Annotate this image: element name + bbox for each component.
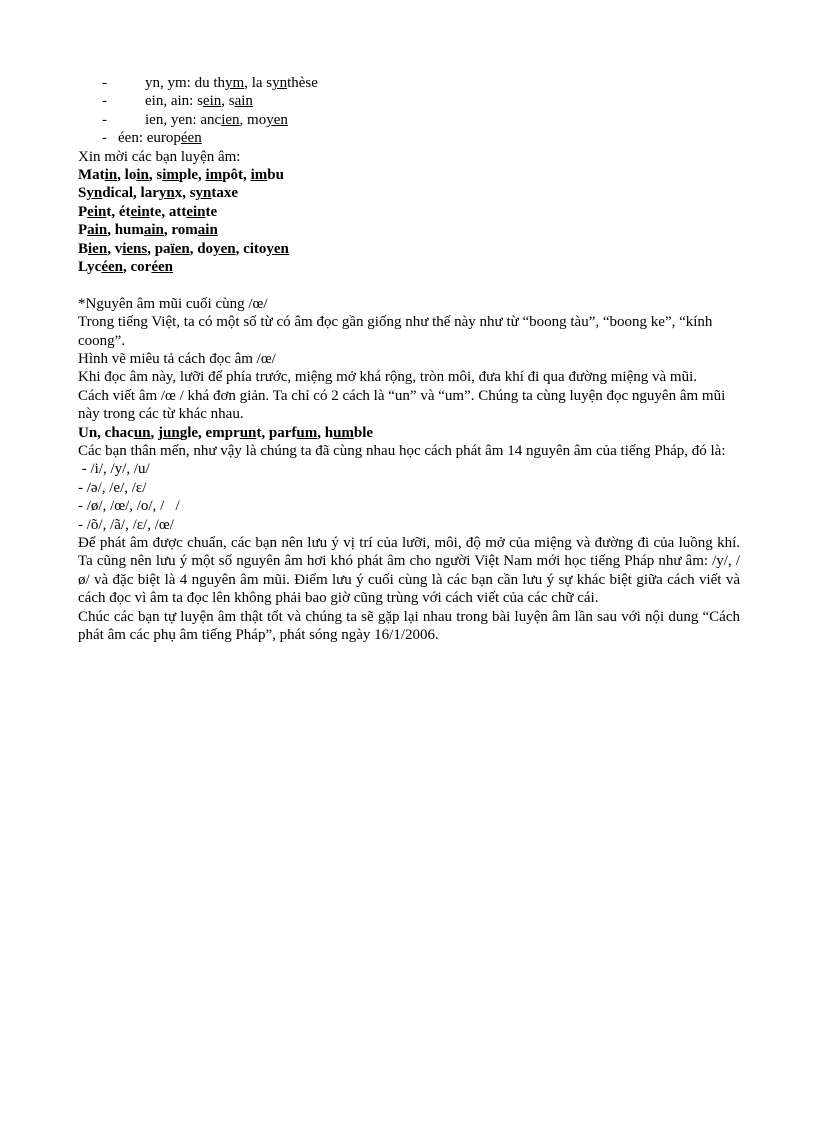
text-segment: te (205, 203, 218, 220)
paragraph: Cách viết âm /œ / khá đơn giản. Ta chỉ có 2 cách là “un” và “um”. Chúng ta cùng luyện đọc nguyên âm mũi này trong các từ khác nhau. (78, 387, 726, 423)
underlined-segment: yen (213, 240, 236, 257)
underlined-segment: yen (266, 240, 289, 257)
text-segment: P (78, 203, 88, 220)
text-segment: ein, ain: s (145, 93, 203, 110)
practice-line (78, 184, 740, 202)
vowel-line: - /i/, /y/, /u/ (78, 461, 150, 478)
practice-line (78, 258, 740, 276)
document-page (78, 74, 740, 645)
text-segment: P (78, 222, 88, 239)
underlined-segment: ein (130, 203, 150, 220)
text-segment: , v (107, 240, 123, 257)
text-segment: , s (221, 93, 235, 110)
paragraph: Chúc các bạn tự luyện âm thật tốt và chúng ta sẽ gặp lại nhau trong bài luyện âm lần sau với nội dung “Cách phát âm các phụ âm tiếng Pháp”, phát sóng ngày 16/1/2006. (78, 608, 740, 644)
list-item (78, 92, 740, 110)
text-segment: , pa (147, 240, 171, 257)
text-segment: ien, yen: anc (145, 111, 222, 128)
underlined-segment: ien (221, 111, 240, 128)
paragraph: Hình vẽ miêu tả cách đọc âm /œ/ (78, 351, 276, 368)
underlined-segment: un (163, 424, 180, 441)
paragraph: Khi đọc âm này, lưỡi để phía trước, miệng mở khá rộng, tròn môi, đưa khí đi qua đường miệng và mũi. (78, 369, 697, 386)
text-segment: ble (353, 424, 374, 441)
underlined-segment: ein (186, 203, 206, 220)
text-segment: x, s (174, 185, 196, 202)
vowel-line: - /ø/, /œ/, /o/, / / (78, 498, 180, 515)
text-segment: te, att (149, 203, 187, 220)
underlined-segment: yn (86, 185, 103, 202)
list-item-text (118, 129, 202, 147)
list-item-text (145, 92, 253, 110)
text-segment: taxe (211, 185, 239, 202)
underlined-segment: yn (272, 75, 288, 91)
underlined-segment: ym (225, 75, 245, 91)
paragraph: Các bạn thân mến, như vậy là chúng ta đã cùng nhau học cách phát âm 14 nguyên âm của tiếng Pháp, đó là: (78, 443, 726, 460)
underlined-segment: yn (158, 185, 175, 202)
underlined-segment: ain (234, 93, 253, 110)
underlined-segment: iens (122, 240, 148, 257)
text-segment: t, ét (106, 203, 131, 220)
text-segment: , lo (117, 166, 137, 183)
underlined-segment: im (250, 166, 268, 183)
list-item-text (145, 74, 318, 92)
text-segment: gle, empr (179, 424, 240, 441)
invite-text: Xin mời các bạn luyện âm: (78, 148, 241, 165)
underlined-segment: ain (143, 222, 164, 239)
vowel-line: - /õ/, /ã/, /ɛ/, /œ/ (78, 516, 174, 533)
vowel-line: - /ə/, /e/, /ɛ/ (78, 479, 147, 496)
underlined-segment: un (239, 424, 257, 441)
practice-line (78, 203, 740, 221)
text-segment: , do (189, 240, 214, 257)
text-segment: Mat (78, 166, 105, 183)
underlined-segment: um (333, 424, 354, 441)
paragraph: Trong tiếng Việt, ta có một số từ có âm đọc gần giống như thế này như từ “boong tàu”, “boong ke”, “kính coong”. (78, 314, 713, 349)
practice-line (78, 424, 740, 442)
paragraph: Để phát âm được chuẩn, các bạn nên lưu ý vị trí của lưỡi, môi, độ mở của miệng và đường đi của luồng khí. Ta cũng nên lưu ý một số nguyên âm hơi khó phát âm cho người Việt Nam mới học tiếng Pháp như âm: /y/, /ø/ và đặc biệt là 4 nguyên âm mũi. Điểm lưu ý cuối cùng là các bạn cần lưu ý sự khác biệt giữa cách viết và cách đọc vì âm ta đọc lên không phải bao giờ cũng trùng với cách viết của các chữ cái. (78, 535, 740, 607)
text-segment: , rom (163, 222, 198, 239)
underlined-segment: um (296, 424, 318, 441)
text-segment: , la s (244, 75, 273, 91)
underlined-segment: ïen (170, 240, 190, 257)
text-segment: , hum (107, 222, 144, 239)
underlined-segment: ain (87, 222, 108, 239)
section-heading: *Nguyên âm mũi cuối cùng /œ/ (78, 295, 268, 312)
list-item (78, 74, 740, 92)
underlined-segment: im (162, 166, 179, 183)
underlined-segment: yn (195, 185, 212, 202)
text-segment: yn, ym: du th (145, 75, 226, 91)
underlined-segment: im (205, 166, 223, 183)
text-segment: , s (148, 166, 163, 183)
underlined-segment: in (104, 166, 118, 183)
text-segment: ple, (178, 166, 206, 183)
list-item (78, 129, 740, 147)
text-segment: thèse (287, 75, 318, 91)
text-segment: pôt, (222, 166, 251, 183)
underlined-segment: éen (101, 259, 124, 275)
list-dash: - (102, 111, 107, 128)
underlined-segment: yen (266, 111, 288, 128)
text-segment: , mo (239, 111, 267, 128)
text-segment: éen: europ (118, 130, 181, 147)
practice-line (78, 221, 740, 239)
list-dash: - (102, 130, 107, 147)
text-segment: Un, chac (78, 424, 134, 441)
text-segment: , cor (123, 259, 152, 275)
text-segment: , j (150, 424, 164, 441)
underlined-segment: ein (87, 203, 107, 220)
text-segment: Lyc (78, 259, 102, 275)
blank-line (78, 276, 740, 294)
underlined-segment: ain (197, 222, 218, 239)
underlined-segment: éen (151, 259, 174, 275)
list-dash: - (102, 93, 107, 110)
underlined-segment: ien (88, 240, 108, 257)
text-segment: , cito (235, 240, 267, 257)
list-item (78, 111, 740, 129)
list-dash: - (102, 75, 107, 91)
practice-line (78, 240, 740, 258)
text-segment: bu (267, 166, 284, 183)
underlined-segment: in (136, 166, 149, 183)
text-segment: t, parf (256, 424, 297, 441)
practice-line (78, 166, 740, 184)
text-segment: S (78, 185, 87, 202)
underlined-segment: un (133, 424, 151, 441)
underlined-segment: ein (202, 93, 222, 110)
underlined-segment: éen (180, 130, 202, 147)
text-segment: , h (317, 424, 334, 441)
text-segment: B (78, 240, 89, 257)
text-segment: dical, lar (102, 185, 159, 202)
list-item-text (145, 111, 288, 129)
